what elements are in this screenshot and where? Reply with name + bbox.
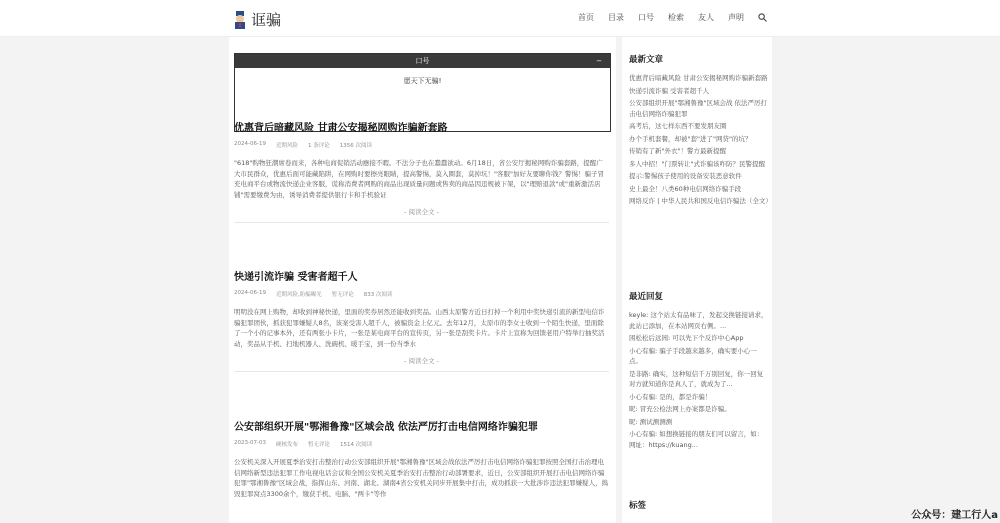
recent-post-link[interactable]: 多人中招！"门票转让"式诈骗该咋防？民警提醒 — [629, 159, 765, 168]
post-title[interactable]: 快递引流诈骗 受害者超千人 — [234, 272, 358, 283]
reply-item[interactable]: 昵: 冒充公检法网上办案都是诈骗。 — [629, 405, 731, 413]
post-meta — [234, 141, 609, 149]
recent-post-link[interactable]: 优惠背后暗藏风险 甘肃公安揭秘网购诈骗新套路 — [629, 74, 768, 82]
post-excerpt: 公安机关深入开展夏季治安打击整治行动公安部组织开展"鄂湘鲁豫"区域会战依法严厉打击电信网络诈骗犯罪按照全国打击治理电信网络新型违法犯罪工作电视电话会议和全国公安机关夏季治安打击整治行动部署要求，近日，公安部组织开展打击电信网络诈骗犯罪"鄂湘鲁豫"区域会战，指挥山东、河南、湖北、湖南4省公安机关同步开展集中打击，成功抓获一大批涉诈违法犯罪嫌疑人，捣毁犯罪窝点3300余个，缴获手机、电脑、"两卡"等作 — [234, 458, 609, 498]
post-item — [234, 268, 609, 372]
recent-post-link[interactable]: 提示:警惕孩子使用的设备安装恶意软件 — [629, 172, 742, 180]
post-views: 833 次阅读 — [363, 292, 393, 298]
post-views: 1356 次阅读 — [339, 143, 372, 149]
post-title[interactable]: 优惠背后暗藏风险 甘肃公安揭秘网购诈骗新套路 — [234, 123, 448, 134]
recent-post-link[interactable]: 网络反诈 | 中华人民共和国反电信诈骗法（全文） — [629, 197, 772, 205]
nav-friends[interactable]: 友人 — [698, 13, 714, 22]
nav-home[interactable]: 首页 — [578, 13, 594, 22]
search-icon[interactable] — [758, 13, 767, 22]
police-badge-icon — [233, 11, 247, 29]
read-more-link[interactable]: - 阅读全文 - — [404, 357, 439, 365]
slogan-widget-header — [235, 54, 610, 68]
tags-title: 标签 — [629, 501, 647, 511]
minimize-button[interactable]: − — [596, 57, 602, 65]
divider — [234, 222, 609, 223]
post-item — [234, 418, 609, 499]
recent-post-link[interactable]: 高考后，这七样东西不要发朋友圈 — [629, 122, 727, 130]
main-content — [229, 37, 616, 523]
slogan-text: 愿天下无骗! — [403, 77, 442, 85]
site-logo[interactable] — [233, 9, 281, 30]
post-comments[interactable]: 暂无评论 — [307, 442, 330, 448]
read-more-link[interactable]: - 阅读全文 - — [404, 208, 439, 216]
post-views: 1514 次阅读 — [340, 442, 373, 448]
post-category[interactable]: 近期风险,防骗曝光 — [275, 292, 322, 298]
nav-slogan[interactable]: 口号 — [638, 13, 654, 22]
post-date: 2023-07-03 — [234, 440, 266, 446]
main-nav — [578, 12, 767, 23]
slogan-widget-title: 口号 — [415, 57, 430, 65]
reply-item[interactable]: keyle: 这个站太有品味了，发起交换链接请求，此站已添加，在本站网页右侧。... — [629, 311, 768, 330]
post-title[interactable]: 公安部组织开展"鄂湘鲁豫"区域会战 依法严厉打击电信网络诈骗犯罪 — [234, 422, 538, 433]
nav-search[interactable]: 检索 — [668, 13, 684, 22]
post-comments[interactable]: 暂无评论 — [331, 292, 354, 298]
post-item — [234, 119, 609, 223]
post-meta — [234, 440, 609, 448]
reply-item[interactable]: 昵: 测试测测测 — [629, 417, 673, 426]
site-name: 诓骗 — [251, 11, 282, 29]
reply-item[interactable]: 小心有骗: 骗子手段越来越多，确实要小心一点。 — [629, 346, 757, 365]
post-date: 2024-06-19 — [234, 290, 266, 296]
post-date: 2024-06-19 — [234, 141, 266, 147]
watermark: 公众号：建工行人a — [911, 510, 998, 521]
top-bar — [0, 0, 1000, 37]
reply-item[interactable]: 是非路: 确实，这种短信千万别回复，你一回复对方就知道你是真人了，就成为了... — [629, 369, 764, 388]
recent-posts-title: 最新文章 — [629, 55, 664, 65]
divider — [234, 371, 609, 372]
reply-item[interactable]: 小心有骗: 是的，都是诈骗！ — [629, 392, 712, 401]
post-category[interactable]: 近期风险 — [275, 143, 298, 149]
post-category[interactable]: 硬核发布 — [275, 442, 298, 448]
reply-item[interactable]: 小心有骗: 如想换链接的朋友们可以留言，如：网址：https://kuang... — [629, 430, 764, 449]
recent-post-link[interactable]: 史上最全！八类60种电信网络诈骗手段 — [629, 184, 742, 193]
recent-post-link[interactable]: 快递引流诈骗 受害者超千人 — [629, 86, 710, 95]
post-meta — [234, 290, 609, 298]
recent-post-link[interactable]: 传销有了新"外衣"！警方最新提醒 — [629, 147, 726, 155]
recent-replies-title: 最近回复 — [629, 292, 664, 302]
reply-item[interactable]: 困松松后远园: 可以先下个反诈中心App — [629, 334, 744, 342]
recent-post-link[interactable]: 公安部组织开展"鄂湘鲁豫"区域会战 依法严厉打击电信网络诈骗犯罪 — [629, 99, 768, 118]
recent-post-link[interactable]: 办个手机套餐，却被"套"进了"网贷"的坑？ — [629, 134, 752, 143]
post-excerpt: "618"购物狂潮席卷而来，各种电商促销活动應接不暇。不法分子也在蠢蠢欲动。6月18日，省公安厅揭秘网购诈骗套路，提醒广大市民群众，优惠后面可能藏陷阱，在网购时要擦亮眼睛，提高警惕，莫入圈套，莫掉坑！"客服"加好友要聊你钱？警惕！骗子冒充电商平台或物流快递企业客服，谎称消费者网购的商品出现质量问题或售卖的商品因违规被下架，以"理赔退款"或"重新激活店铺"需要缴费为由，诱导消费者提供银行卡和手机验证 — [234, 159, 604, 199]
nav-statement[interactable]: 声明 — [728, 13, 744, 22]
sidebar — [622, 37, 772, 523]
nav-catalog[interactable]: 目录 — [608, 13, 624, 22]
post-comments[interactable]: 1 条评论 — [307, 143, 330, 149]
post-excerpt: 明明没在网上购物，却收到神秘快递，里面的奖券居然还能收到奖品。山西太原警方近日打掉一个利用中奖快递引流的新型电信诈骗犯罪团伙，抓获犯罪嫌疑人8名，该案受害人超千人，被骗资金上亿元。去年12月，太原市的李女士收到一个陌生快递，里面除了一个小的记事本外，还有两张小卡片，一张是某电商平台的宣传页，另一张是刮奖卡片。卡片上宣称为回馈老用户特举行抽奖活动，奖品从手机、扫地机器人、洗碗机、暖手宝，到一份当季水 — [234, 308, 605, 348]
